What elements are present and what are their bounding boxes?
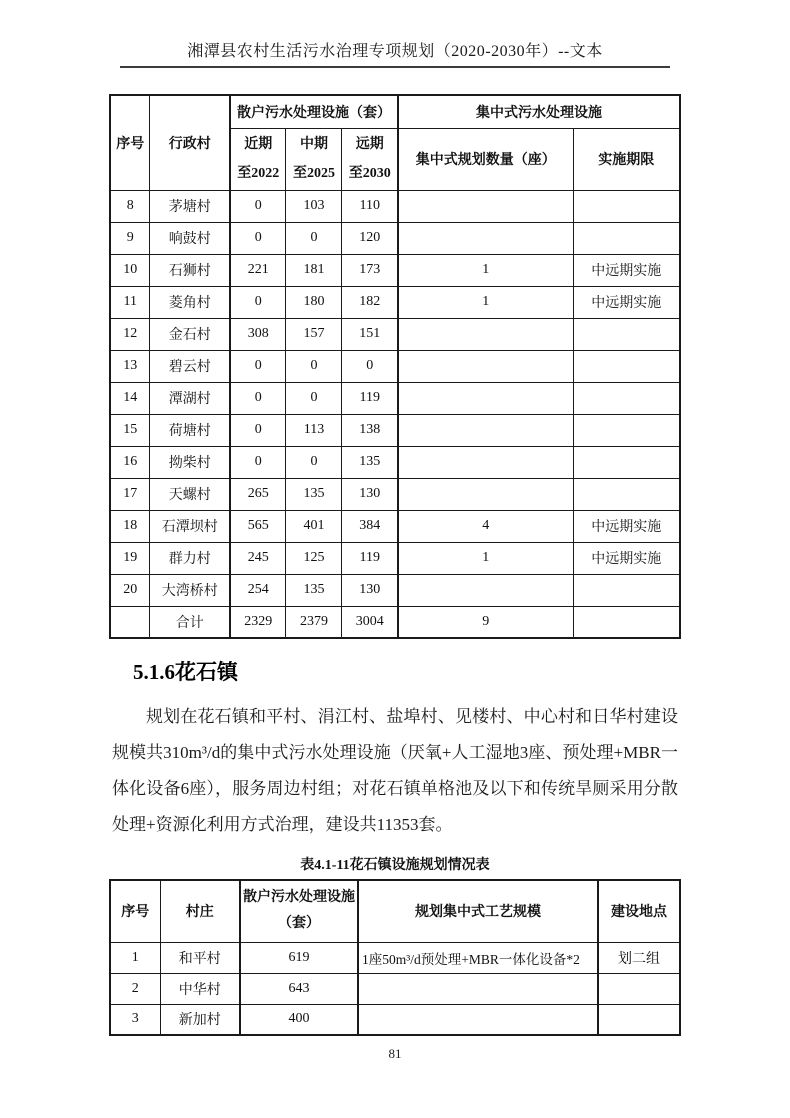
village-facilities-table (109, 94, 681, 639)
section-paragraph: 规划在花石镇和平村、涓江村、盐埠村、见楼村、中心村和日华村建设规模共310m³/d的集中式污水处理设施（厌氧+人工湿地3座、预处理+MBR一体化设备6座），服务周边村组；对花石镇单格池及以下和传统旱厕采用分散处理+资源化利用方式治理，建设共11353套。 (112, 707, 678, 834)
cell-near: 308 (230, 318, 286, 350)
cell-no (110, 606, 150, 638)
cell-count (398, 414, 573, 446)
table-row (110, 286, 680, 318)
table-row (110, 973, 680, 1004)
cell-deadline: 中远期实施 (573, 254, 680, 286)
period-label: 中期 (299, 137, 328, 152)
col-header-near-term (230, 128, 286, 190)
cell-count: 1 (398, 254, 573, 286)
cell-count: 1 (398, 286, 573, 318)
cell-no: 8 (110, 190, 150, 222)
col-header-process: 规划集中式工艺规模 (358, 880, 598, 942)
huashi-plan-table (109, 879, 681, 1036)
table-row (110, 542, 680, 574)
col-header-village: 行政村 (150, 95, 230, 190)
cell-village: 大湾桥村 (150, 574, 230, 606)
cell-no: 14 (110, 382, 150, 414)
table-row (110, 574, 680, 606)
cell-deadline (573, 446, 680, 478)
table-row (110, 446, 680, 478)
cell-no: 18 (110, 510, 150, 542)
cell-near-total: 2329 (230, 606, 286, 638)
cell-village: 中华村 (160, 973, 240, 1004)
col-group-scattered: 散户污水处理设施（套） (230, 95, 398, 128)
cell-no: 11 (110, 286, 150, 318)
cell-count (398, 222, 573, 254)
table-header-row (110, 95, 680, 128)
table-row (110, 510, 680, 542)
table-row (110, 942, 680, 973)
cell-no: 13 (110, 350, 150, 382)
col-header-mid-term (286, 128, 342, 190)
cell-no: 17 (110, 478, 150, 510)
cell-far: 0 (342, 350, 398, 382)
cell-deadline (573, 478, 680, 510)
col-group-centralized: 集中式污水处理设施 (398, 95, 680, 128)
cell-deadline (573, 606, 680, 638)
cell-scattered-count: 400 (240, 1004, 358, 1035)
cell-count (398, 478, 573, 510)
cell-near: 0 (230, 190, 286, 222)
cell-mid: 401 (286, 510, 342, 542)
cell-mid: 0 (286, 222, 342, 254)
cell-deadline: 中远期实施 (573, 510, 680, 542)
period-year: 至2022 (237, 166, 280, 181)
cell-village: 石潭坝村 (150, 510, 230, 542)
cell-mid: 135 (286, 478, 342, 510)
cell-far: 151 (342, 318, 398, 350)
cell-far: 130 (342, 478, 398, 510)
cell-near: 254 (230, 574, 286, 606)
cell-far: 110 (342, 190, 398, 222)
table-row (110, 382, 680, 414)
cell-mid-total: 2379 (286, 606, 342, 638)
cell-mid: 157 (286, 318, 342, 350)
scattered-label: 散户污水处理设施 (243, 890, 355, 906)
cell-village: 新加村 (160, 1004, 240, 1035)
cell-location (598, 973, 680, 1004)
cell-scattered-count: 643 (240, 973, 358, 1004)
cell-village: 群力村 (150, 542, 230, 574)
cell-location (598, 1004, 680, 1035)
cell-no: 15 (110, 414, 150, 446)
document-header-title: 湘潭县农村生活污水治理专项规划（2020-2030年）--文本 (187, 43, 603, 60)
cell-count: 1 (398, 542, 573, 574)
cell-count-total: 9 (398, 606, 573, 638)
cell-village: 茅塘村 (150, 190, 230, 222)
cell-far: 120 (342, 222, 398, 254)
cell-total-label: 合计 (150, 606, 230, 638)
cell-village: 天螺村 (150, 478, 230, 510)
cell-near: 0 (230, 414, 286, 446)
period-year: 至2030 (348, 166, 391, 181)
cell-far: 119 (342, 382, 398, 414)
cell-far: 173 (342, 254, 398, 286)
cell-mid: 135 (286, 574, 342, 606)
cell-mid: 0 (286, 446, 342, 478)
page-number: 81 (388, 1046, 402, 1061)
cell-count (398, 446, 573, 478)
cell-count (398, 190, 573, 222)
cell-count (398, 574, 573, 606)
cell-deadline (573, 190, 680, 222)
cell-deadline (573, 382, 680, 414)
table-row (110, 478, 680, 510)
table-row (110, 318, 680, 350)
period-label: 近期 (244, 137, 273, 152)
col-header-no: 序号 (110, 95, 150, 190)
col-header-location: 建设地点 (598, 880, 680, 942)
cell-near: 221 (230, 254, 286, 286)
table-caption: 表4.1-11花石镇设施规划情况表 (300, 858, 490, 873)
cell-far: 182 (342, 286, 398, 318)
table-row (110, 350, 680, 382)
cell-near: 265 (230, 478, 286, 510)
cell-no: 10 (110, 254, 150, 286)
cell-near: 0 (230, 222, 286, 254)
cell-village: 和平村 (160, 942, 240, 973)
cell-deadline: 中远期实施 (573, 286, 680, 318)
cell-process (358, 973, 598, 1004)
cell-mid: 0 (286, 350, 342, 382)
cell-count (398, 318, 573, 350)
table-row (110, 222, 680, 254)
cell-deadline (573, 222, 680, 254)
cell-mid: 113 (286, 414, 342, 446)
cell-mid: 103 (286, 190, 342, 222)
cell-mid: 0 (286, 382, 342, 414)
cell-village: 金石村 (150, 318, 230, 350)
cell-far: 138 (342, 414, 398, 446)
document-header (0, 0, 790, 68)
cell-no: 12 (110, 318, 150, 350)
cell-deadline (573, 318, 680, 350)
cell-process: 1座50m³/d预处理+MBR一体化设备*2 (358, 942, 598, 973)
cell-near: 245 (230, 542, 286, 574)
col-header-no: 序号 (110, 880, 160, 942)
col-header-long-term (342, 128, 398, 190)
cell-village: 潭湖村 (150, 382, 230, 414)
table-total-row (110, 606, 680, 638)
cell-count (398, 350, 573, 382)
cell-deadline (573, 350, 680, 382)
cell-village: 菱角村 (150, 286, 230, 318)
cell-near: 0 (230, 382, 286, 414)
table-row (110, 254, 680, 286)
col-header-deadline: 实施期限 (573, 128, 680, 190)
cell-no: 3 (110, 1004, 160, 1035)
cell-no: 9 (110, 222, 150, 254)
header-rule (120, 66, 670, 68)
table-row (110, 414, 680, 446)
cell-mid: 125 (286, 542, 342, 574)
cell-far: 135 (342, 446, 398, 478)
period-label: 远期 (355, 137, 384, 152)
cell-no: 19 (110, 542, 150, 574)
cell-village: 碧云村 (150, 350, 230, 382)
section-heading: 5.1.6花石镇 (133, 660, 238, 684)
cell-village: 荷塘村 (150, 414, 230, 446)
cell-far: 119 (342, 542, 398, 574)
cell-far: 130 (342, 574, 398, 606)
col-header-planned-count: 集中式规划数量（座） (398, 128, 573, 190)
cell-village: 拗柴村 (150, 446, 230, 478)
col-header-village: 村庄 (160, 880, 240, 942)
period-year: 至2025 (292, 166, 335, 181)
cell-mid: 180 (286, 286, 342, 318)
table-row (110, 1004, 680, 1035)
cell-mid: 181 (286, 254, 342, 286)
cell-near: 0 (230, 350, 286, 382)
cell-count (398, 382, 573, 414)
cell-count: 4 (398, 510, 573, 542)
cell-no: 1 (110, 942, 160, 973)
cell-scattered-count: 619 (240, 942, 358, 973)
cell-process (358, 1004, 598, 1035)
cell-deadline (573, 574, 680, 606)
cell-location: 划二组 (598, 942, 680, 973)
cell-village: 响鼓村 (150, 222, 230, 254)
scattered-unit: （套） (278, 916, 320, 932)
cell-near: 565 (230, 510, 286, 542)
cell-deadline (573, 414, 680, 446)
cell-near: 0 (230, 446, 286, 478)
cell-far: 384 (342, 510, 398, 542)
cell-far-total: 3004 (342, 606, 398, 638)
cell-no: 2 (110, 973, 160, 1004)
cell-deadline: 中远期实施 (573, 542, 680, 574)
cell-near: 0 (230, 286, 286, 318)
cell-no: 20 (110, 574, 150, 606)
cell-village: 石狮村 (150, 254, 230, 286)
table-row (110, 190, 680, 222)
table-header-row (110, 880, 680, 942)
cell-no: 16 (110, 446, 150, 478)
col-header-scattered (240, 880, 358, 942)
